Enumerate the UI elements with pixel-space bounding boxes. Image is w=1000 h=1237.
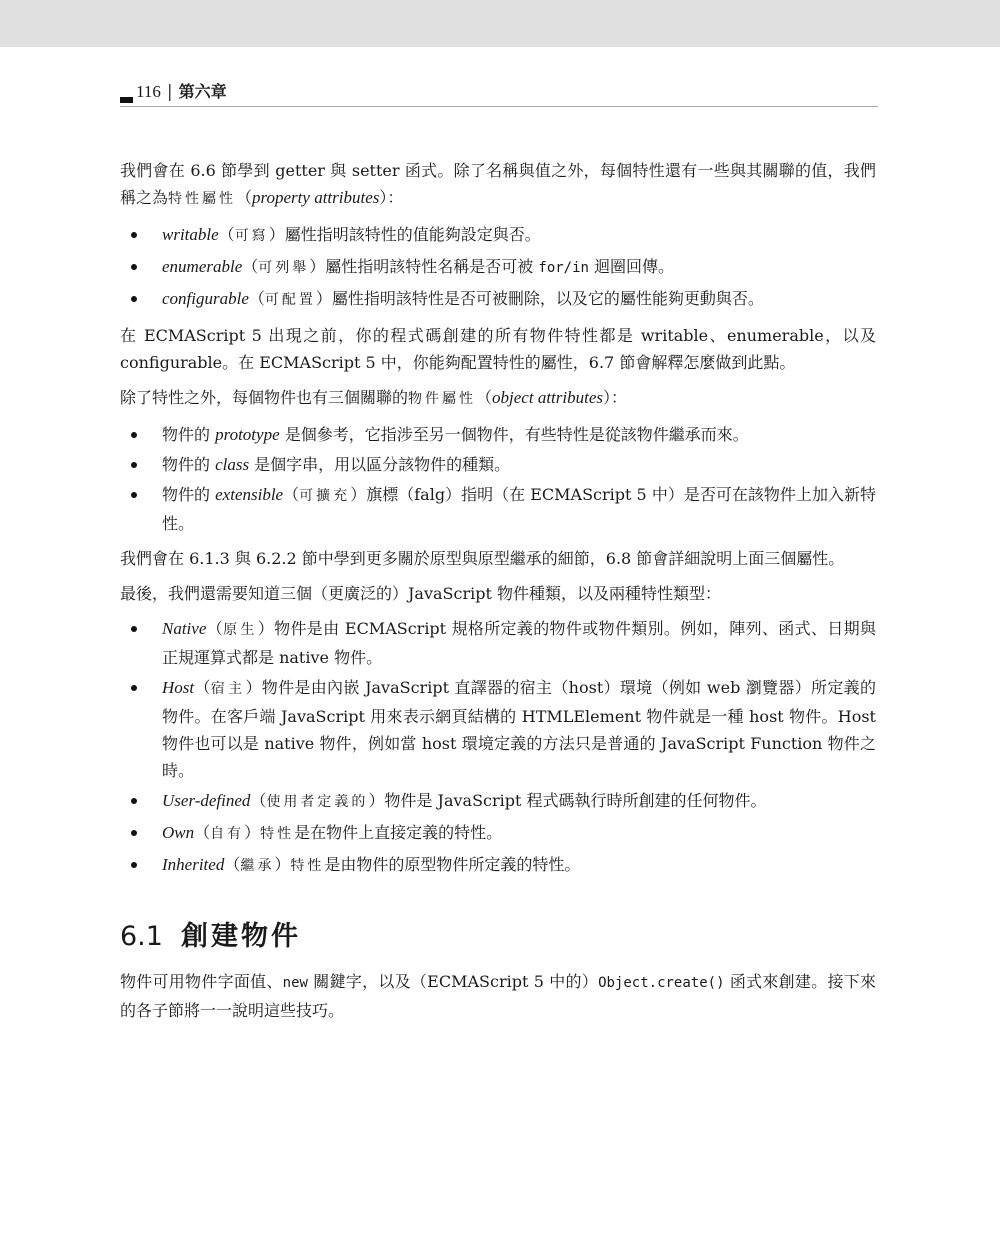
object-kinds-list — [120, 615, 876, 880]
property-attributes-list — [120, 221, 876, 314]
section-heading — [120, 920, 876, 954]
list-item: writable（可寫）屬性指明該特性的值能夠設定與否。 — [120, 221, 876, 250]
paragraph-prototype-note: 我們會在 6.1.3 與 6.2.2 節中學到更多關於原型與原型繼承的細節，6.8 節會詳細說明上面三個屬性。 — [120, 549, 845, 568]
page-number: 116 — [136, 82, 161, 101]
paragraph-object-attributes: 除了特性之外，每個物件也有三個關聯的物件屬性（object attributes）： — [120, 388, 628, 407]
section-title: 創建物件 — [180, 921, 301, 952]
section-number: 6.1 — [120, 921, 163, 952]
inline-code: new — [282, 975, 308, 991]
term-object-attributes: 物件屬性 — [408, 391, 477, 407]
top-gray-band — [0, 0, 1000, 47]
list-item: configurable（可配置）屬性指明該特性是否可被刪除，以及它的屬性能夠更動與否。 — [120, 285, 876, 314]
paragraph-object-kinds: 最後，我們還需要知道三個（更廣泛的）JavaScript 物件種類，以及兩種特性類型： — [120, 584, 721, 603]
list-item: User-defined（使用者定義的）物件是 JavaScript 程式碼執行時所創建的任何物件。 — [120, 787, 876, 816]
object-attributes-list — [120, 421, 876, 537]
term-property-attributes: 特性屬性 — [168, 191, 237, 207]
header-mark — [120, 97, 133, 103]
inline-code: Object.create() — [598, 975, 725, 991]
list-item: Own（自有）特性是在物件上直接定義的特性。 — [120, 819, 876, 848]
list-item: 物件的 extensible（可擴充）旗標（falg）指明（在 ECMAScript 5 中）是否可在該物件上加入新特性。 — [120, 481, 876, 537]
list-item: enumerable（可列舉）屬性指明該特性名稱是否可被 for/in 迴圈回傳。 — [120, 253, 876, 282]
page-body — [120, 157, 876, 1032]
running-header — [120, 78, 878, 107]
inline-code: for/in — [538, 260, 589, 276]
paragraph-intro: 我們會在 6.6 節學到 getter 與 setter 函式。除了名稱與值之外，每個特性還有一些與其關聯的值，我們稱之為特性屬性（property attributes）： — [120, 161, 876, 207]
chapter-label: 第六章 — [178, 82, 227, 101]
header-text — [136, 81, 227, 103]
list-item: 物件的 class 是個字串，用以區分該物件的種類。 — [120, 451, 876, 478]
paragraph-creating-objects: 物件可用物件字面值、new 關鍵字，以及（ECMAScript 5 中的）Object.create() 函式來創建。接下來的各子節將一一說明這些技巧。 — [120, 972, 876, 1020]
list-item: Host（宿主）物件是由內嵌 JavaScript 直譯器的宿主（host）環境（例如 web 瀏覽器）所定義的物件。在客戶端 JavaScript 用來表示網頁結構的 HTMLElement 物件就是一種 host 物件。Host 物件也可以是 native 物件，例如當 host 環境定義的方法只是普通的 JavaScript Function 物件之時。 — [120, 674, 876, 784]
header-separator: | — [166, 82, 173, 102]
list-item: Native（原生）物件是由 ECMAScript 規格所定義的物件或物件類別。例如，陣列、函式、日期與正規運算式都是 native 物件。 — [120, 615, 876, 671]
list-item: 物件的 prototype 是個參考，它指涉至另一個物件，有些特性是從該物件繼承而來。 — [120, 421, 876, 448]
list-item: Inherited（繼承）特性是由物件的原型物件所定義的特性。 — [120, 851, 876, 880]
paragraph-ecmascript5: 在 ECMAScript 5 出現之前，你的程式碼創建的所有物件特性都是 writable、enumerable，以及 configurable。在 ECMAScript 5 中，你能夠配置特性的屬性，6.7 節會解釋怎麼做到此點。 — [120, 326, 876, 372]
